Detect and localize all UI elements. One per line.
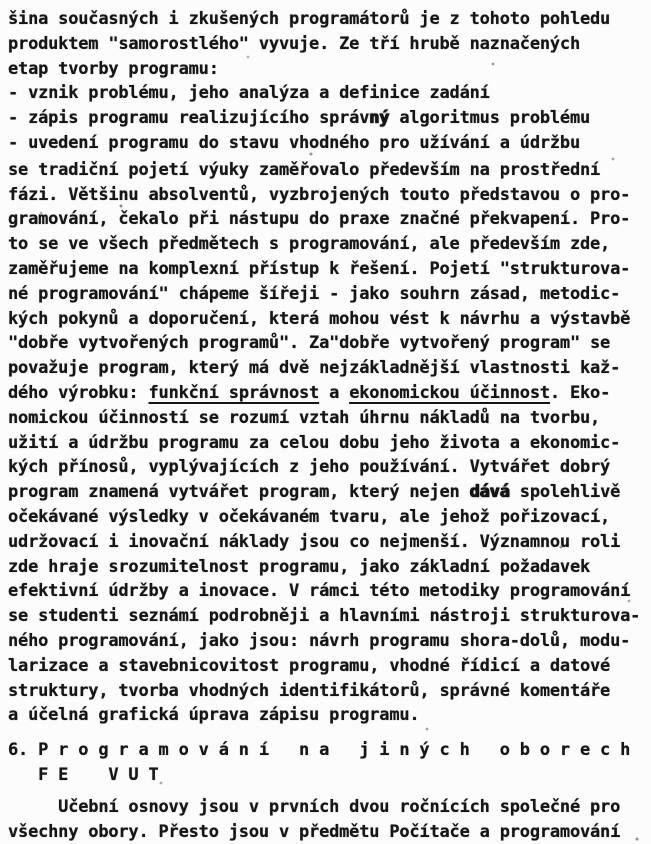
text-line xyxy=(8,604,647,629)
text-run: to se ve všech předmětech s programování, ale především zde, xyxy=(8,234,611,255)
paragraph-1 xyxy=(8,7,647,81)
text-line xyxy=(8,307,647,332)
text-run: Učební osnovy jsou v prvních dvou ročnících společné pro xyxy=(8,796,621,817)
text-line xyxy=(8,207,647,232)
text-line xyxy=(8,232,647,257)
text-line xyxy=(8,480,647,505)
text-run: struktury, tvorba vhodných identifikátorů, správné komentáře xyxy=(8,680,611,701)
text-run: kých přínosů, vyplývajících z jeho používání. Vytvářet dobrý xyxy=(8,457,611,478)
text-line xyxy=(8,555,647,580)
text-line xyxy=(8,629,647,654)
text-line xyxy=(8,158,647,183)
text-run: dého výrobku: xyxy=(8,382,149,403)
text-line xyxy=(8,406,647,431)
text-line xyxy=(8,703,647,728)
text-run: spolehlivě xyxy=(509,482,621,503)
text-run: program znamená vytvářet program, který nejen xyxy=(8,482,470,503)
text-line xyxy=(8,131,647,156)
text-run: užití a údržbu programu za celou dobu jeho života a ekonomic- xyxy=(8,432,621,453)
text-run: se studenti seznámí podrobněji a hlavními nástroji strukturova- xyxy=(8,606,641,627)
text-line xyxy=(8,257,647,282)
text-line xyxy=(8,763,647,788)
paragraph-2 xyxy=(8,158,647,728)
text-line xyxy=(8,331,647,356)
bullet-list xyxy=(8,81,647,155)
text-line xyxy=(8,530,647,555)
underlined-phrase: ekonomickou účinnost xyxy=(349,382,550,403)
text-line xyxy=(8,795,647,820)
text-run: ného programování, jako jsou: návrh programu shora-dolů, modu- xyxy=(8,630,631,651)
text-run: zde hraje srozumitelnost programu, jako základní požadavek xyxy=(8,556,591,577)
text-line xyxy=(8,381,647,406)
text-line xyxy=(8,183,647,208)
overstruck-word: ný xyxy=(369,108,390,129)
text-run: kých pokynů a doporučení, která mohou vést k návrhu a výstavbě xyxy=(8,308,631,329)
scan-noise-specks xyxy=(0,0,2,2)
text-run: se tradiční pojetí výuky zaměřovalo především na prostřední xyxy=(8,159,601,180)
text-run: a účelná grafická úprava zápisu programu. xyxy=(8,705,420,726)
underlined-phrase: funkční správnost xyxy=(148,382,320,403)
overstruck-word: dává xyxy=(469,482,510,503)
text-run: udržovací i inovační náklady jsou co nejmenší. Významnou roli xyxy=(8,531,621,552)
text-run: a xyxy=(319,382,350,403)
text-line xyxy=(8,106,647,131)
text-run: F E V U T xyxy=(8,764,159,785)
section-heading xyxy=(8,738,647,788)
text-line xyxy=(8,455,647,480)
text-run: - zápis programu realizujícího správ xyxy=(8,108,370,129)
text-run: očekávané výsledky v očekávaném tvaru, ale jehož pořizovací, xyxy=(8,506,611,527)
text-run: "dobře vytvořených programů". Za"dobře vytvořený program" se xyxy=(8,333,611,354)
text-run: larizace a stavebnicovitost programu, vhodné řídicí a datové xyxy=(8,655,611,676)
document-body xyxy=(8,7,647,844)
text-line xyxy=(8,7,647,32)
text-run: považuje program, který má dvě nejzákladnější vlastnosti kaž- xyxy=(8,358,621,379)
text-run: všechny obory. Přesto jsou v předmětu Počítače a programování xyxy=(8,821,621,842)
text-run: zaměřujeme na komplexní přístup k řešení. Pojetí "strukturova- xyxy=(8,258,631,279)
text-run: - uvedení programu do stavu vhodného pro užívání a údržbu xyxy=(8,132,580,153)
text-run: - vznik problému, jeho analýza a definice zadání xyxy=(8,83,490,104)
text-run: né programování" chápeme šířeji - jako souhrn zásad, metodic- xyxy=(8,283,621,304)
text-run: nomickou účinností se rozumí vztah úhrnu nákladů na tvorbu, xyxy=(8,407,601,428)
text-line xyxy=(8,820,647,844)
paragraph-3 xyxy=(8,795,647,844)
text-line xyxy=(8,81,647,106)
text-line xyxy=(8,356,647,381)
text-line xyxy=(8,431,647,456)
text-run: 6. P r o g r a m o v á n í n a j i n ý c h o b o r e c h xyxy=(8,740,631,761)
text-run: fázi. Většinu absolventů, vyzbrojených touto představou o pro- xyxy=(8,184,631,205)
text-run: algoritmus problému xyxy=(389,108,591,129)
text-run: gramování, čekalo při nástupu do praxe značné překvapení. Pro- xyxy=(8,209,631,230)
text-line xyxy=(8,679,647,704)
text-line xyxy=(8,57,647,82)
text-run: produktem "samorostlého" vyvuje. Ze tří hrubě naznačených xyxy=(8,33,580,54)
text-run: etap tvorby programu: xyxy=(8,58,219,79)
text-line xyxy=(8,282,647,307)
text-line xyxy=(8,579,647,604)
text-run: . Eko- xyxy=(549,382,611,403)
text-run: efektivní údržby a inovace. V rámci této metodiky programování xyxy=(8,581,631,602)
text-line xyxy=(8,32,647,57)
text-line xyxy=(8,738,647,763)
text-line xyxy=(8,505,647,530)
text-run: šina současných i zkušených programátorů je z tohoto pohledu xyxy=(8,9,611,29)
text-line xyxy=(8,654,647,679)
